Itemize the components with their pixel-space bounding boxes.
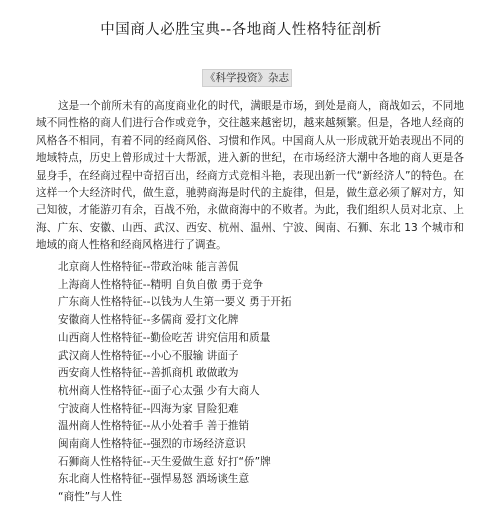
intro-paragraph: 这是一个前所未有的高度商业化的时代，满眼是市场，到处是商人，商战如云，不同地域不同性格的商人们进行合作或竞争，交往越来越密切，越来越频繁。但是，各地人经商的风格各不相同，有着不同的经商风俗、习惯和作风。中国商人从一形成就开始表现出不同的地域特点，历史上曾形成过十大帮派，进入新的世纪，在市场经济大潮中各地的商人更是各显身手，在经商过程中奇招百出，经商方式竞相斗艳，表现出新一代“新经济人”的特色。在这样一个大经济时代，做生意，驰骋商海是时代的主旋律，但是，做生意必须了解对方，知己知彼，才能游刃有余，百战不殆，永做商海中的不败者。为此，我们组织人员对北京、上海、广东、安徽、山西、武汉、西安、杭州、温州、宁波、闽南、石狮、东北 13 个城市和地域的商人性格和经商风格进行了调查。: [36, 100, 464, 252]
list-item: “商性”与人性: [58, 491, 122, 504]
list-item: 石狮商人性格特征--天生爱做生意 好打“侨”牌: [58, 455, 271, 468]
list-item: 西安商人性格特征--善抓商机 敢做敢为: [58, 367, 239, 380]
list-item: 杭州商人性格特征--面子心太强 少有大商人: [58, 384, 260, 397]
list-item: 闽南商人性格特征--强烈的市场经济意识: [58, 438, 246, 451]
list-item: 武汉商人性格特征--小心不服输 讲面子: [58, 349, 239, 362]
list-item: 山西商人性格特征--勤俭吃苦 讲究信用和质量: [58, 331, 271, 344]
source-label: 《科学投资》杂志: [202, 69, 292, 87]
list-item: 上海商人性格特征--精明 自负自傲 勇于竞争: [58, 278, 264, 291]
list-item: 广东商人性格特征--以钱为人生第一要义 勇于开拓: [58, 296, 292, 309]
list-item: 北京商人性格特征--带政治味 能言善侃: [58, 261, 239, 273]
document-title: 中国商人必胜宝典--各地商人性格特征剖析: [100, 22, 382, 38]
list-item: 安徽商人性格特征--多儒商 爱打文化牌: [58, 314, 239, 327]
feature-list: [58, 259, 291, 507]
list-item: 温州商人性格特征--从小处着手 善于推销: [58, 420, 250, 433]
list-item: 东北商人性格特征--强悍易怒 酒场谈生意: [58, 473, 250, 486]
list-item: 宁波商人性格特征--四海为家 冒险犯难: [58, 402, 239, 415]
